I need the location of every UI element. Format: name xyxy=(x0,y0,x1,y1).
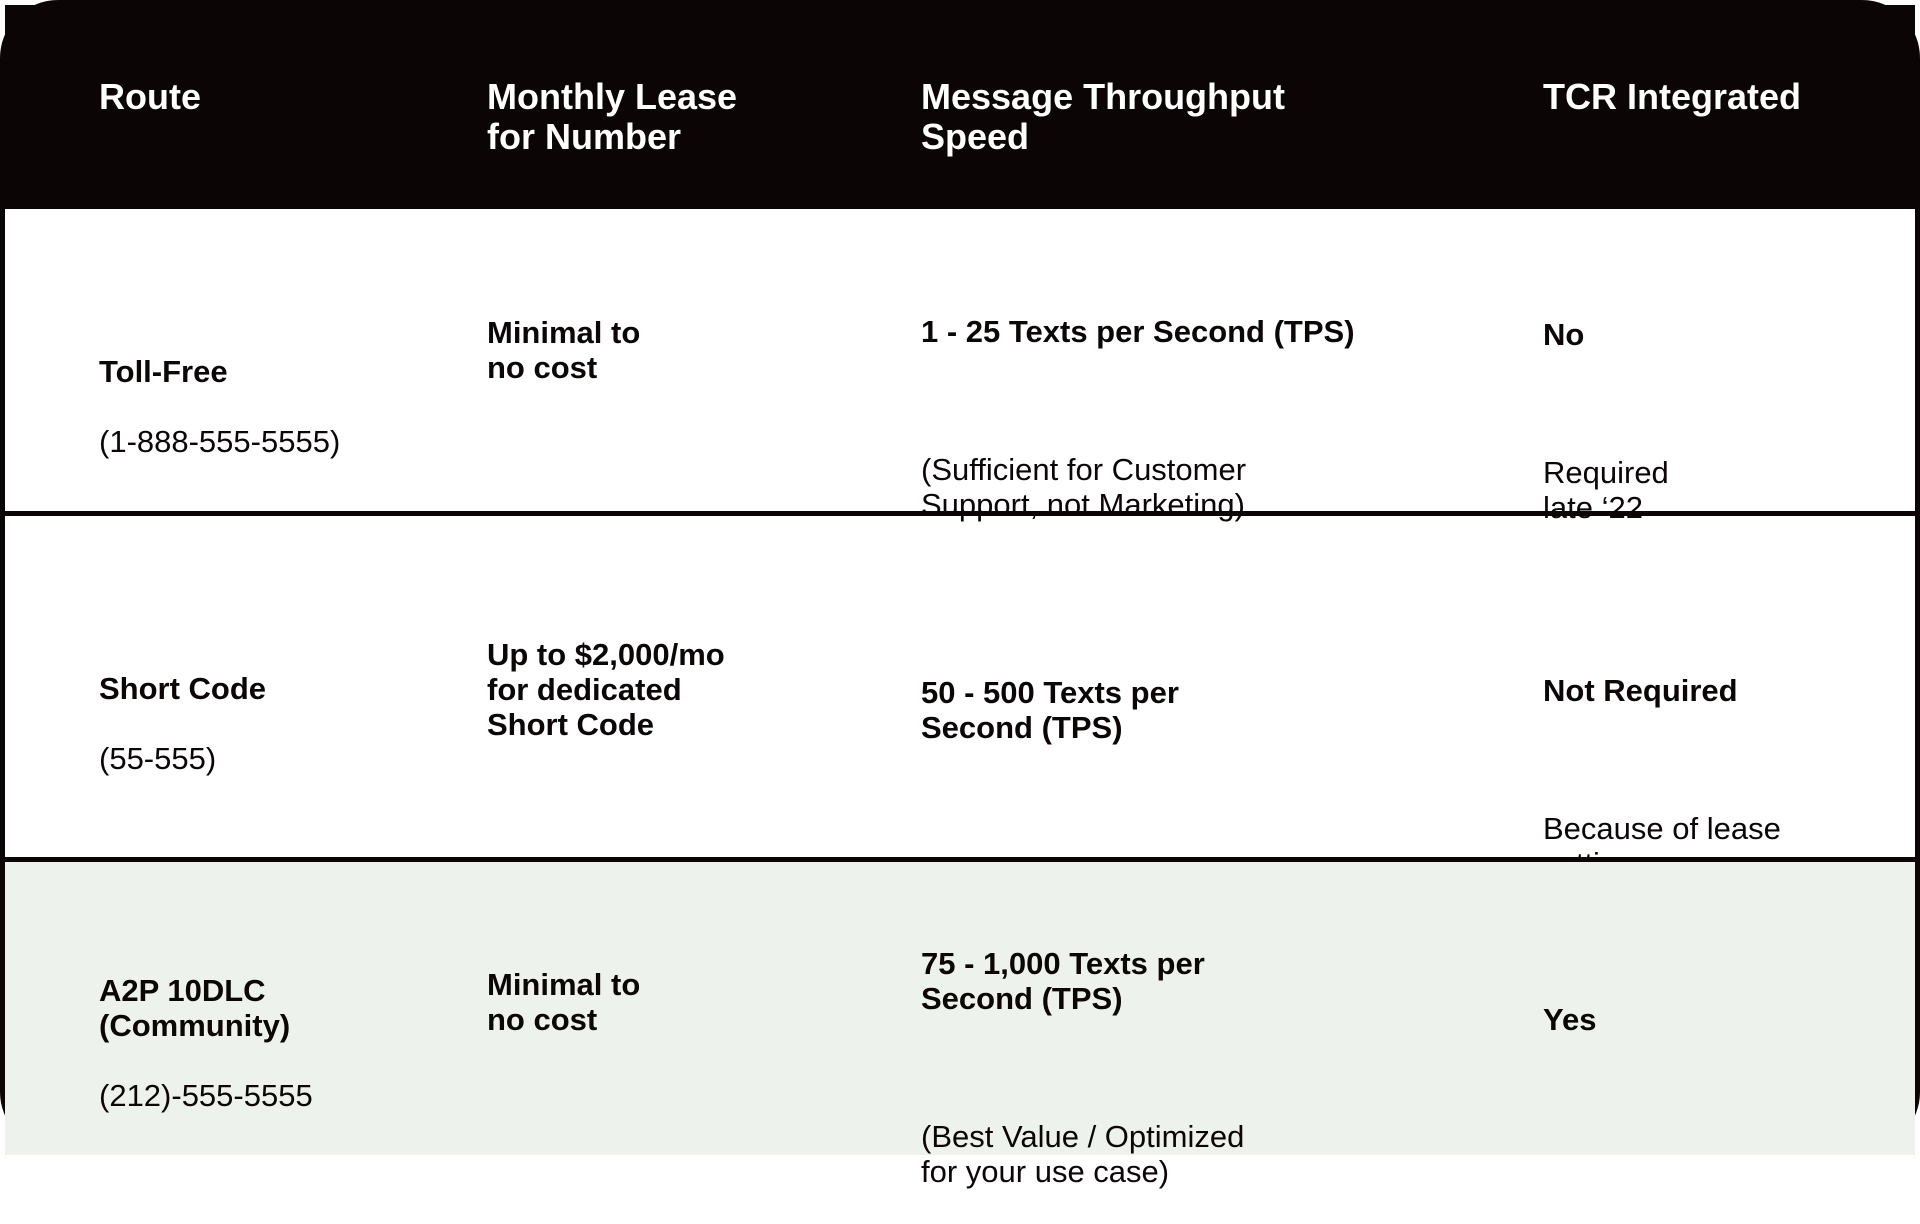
route-name: A2P 10DLC (Community) xyxy=(99,973,291,1043)
throughput-main: 75 - 1,000 Texts per Second (TPS) xyxy=(921,946,1205,1016)
throughput-main: 1 - 25 Texts per Second (TPS) xyxy=(921,314,1355,349)
tcr-main: Not Required xyxy=(1543,673,1738,708)
tcr-main: Yes xyxy=(1543,1002,1597,1037)
tcr-note: Because of lease xyxy=(1543,811,1781,846)
throughput-note: (Best Value / Optimized for your use case) xyxy=(921,1119,1245,1189)
tcr-note: Required late ‘22 xyxy=(1543,455,1669,525)
throughput-cell xyxy=(921,640,1179,780)
route-name: Short Code xyxy=(99,671,267,706)
route-name: Toll-Free xyxy=(99,354,228,389)
header-tcr-integrated: TCR Integrated xyxy=(1543,76,1802,117)
throughput-cell xyxy=(921,911,1244,1224)
lease-cell: Minimal to no cost xyxy=(487,315,641,385)
route-number: (212)-555-5555 xyxy=(99,1078,313,1113)
route-cell xyxy=(99,319,340,494)
header-route: Route xyxy=(99,76,201,117)
route-number: (1-888-555-5555) xyxy=(99,424,341,459)
throughput-note: (Sufficient for Customer Support, not Marketing) xyxy=(921,452,1247,522)
lease-cell: Minimal to no cost xyxy=(487,967,641,1037)
header-throughput: Message Throughput Speed xyxy=(921,76,1286,157)
table-row-toll-free xyxy=(5,209,1915,525)
table-header xyxy=(5,5,1915,209)
route-number: (55-555) xyxy=(99,741,217,776)
table-row-a2p-10dlc xyxy=(5,857,1915,1189)
table-row-short-code xyxy=(5,511,1915,857)
route-cell xyxy=(99,938,313,1148)
header-monthly-lease: Monthly Lease for Number xyxy=(487,76,738,157)
tcr-cell xyxy=(1543,967,1596,1072)
lease-cell: Up to $2,000/mo for dedicated Short Code xyxy=(487,637,725,742)
tcr-main: No xyxy=(1543,317,1585,352)
throughput-main: 50 - 500 Texts per Second (TPS) xyxy=(921,675,1179,745)
route-cell xyxy=(99,636,266,811)
